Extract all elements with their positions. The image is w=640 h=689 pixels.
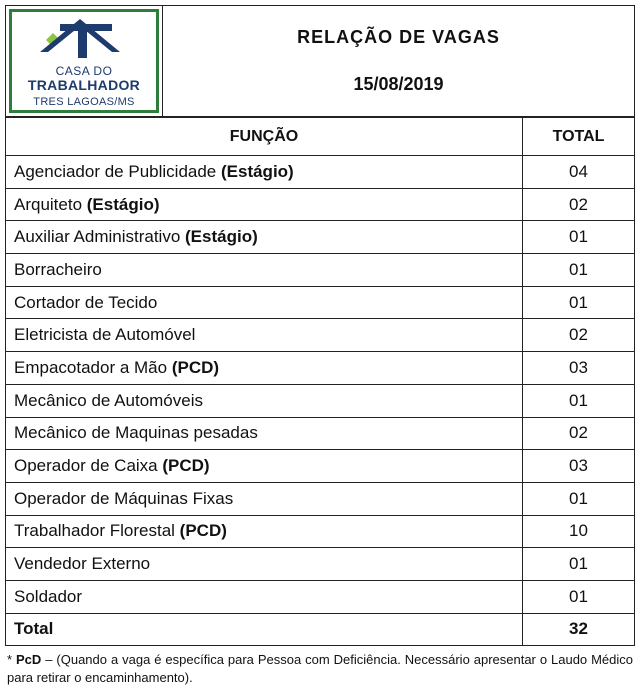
job-title-cell — [6, 254, 523, 287]
job-title: Trabalhador Florestal — [14, 521, 180, 541]
job-title-cell — [6, 352, 523, 385]
job-title-cell — [6, 417, 523, 450]
job-title: Operador de Caixa — [14, 456, 163, 476]
title-cell — [163, 6, 634, 116]
total-value: 32 — [523, 613, 635, 646]
job-total: 01 — [523, 384, 635, 417]
table-row — [6, 319, 635, 352]
job-title-cell — [6, 156, 523, 189]
job-title-cell — [6, 286, 523, 319]
job-total: 01 — [523, 548, 635, 581]
job-total: 01 — [523, 286, 635, 319]
job-total: 10 — [523, 515, 635, 548]
job-total: 01 — [523, 254, 635, 287]
table-row — [6, 515, 635, 548]
table-row — [6, 286, 635, 319]
page-title: RELAÇÃO DE VAGAS — [297, 27, 500, 47]
table-row — [6, 156, 635, 189]
job-title: Auxiliar Administrativo — [14, 227, 186, 247]
job-total: 01 — [523, 580, 635, 613]
table-row — [6, 548, 635, 581]
job-title-cell — [6, 515, 523, 548]
job-title-cell — [6, 482, 523, 515]
vacancy-table — [5, 117, 635, 646]
table-row — [6, 352, 635, 385]
footnote-text: – (Quando a vaga é específica para Pessoa com Deficiência. Necessário apresentar o Laudo Médico para retirar o encaminhamento). — [7, 652, 633, 686]
job-title: Eletricista de Automóvel — [14, 325, 196, 345]
table-row — [6, 450, 635, 483]
column-header-total: TOTAL — [523, 118, 635, 156]
house-roof-icon — [12, 12, 157, 72]
job-title: Mecânico de Maquinas pesadas — [14, 423, 258, 443]
table-row — [6, 254, 635, 287]
column-header-funcao: FUNÇÃO — [6, 118, 523, 156]
job-tag: (Estágio) — [185, 227, 258, 247]
page-date: 15/08/2019 — [353, 74, 444, 94]
job-total: 04 — [523, 156, 635, 189]
job-title: Mecânico de Automóveis — [14, 390, 203, 410]
sheet-header — [5, 5, 635, 117]
table-row — [6, 482, 635, 515]
table-header-row — [6, 118, 635, 156]
job-title: Arquiteto — [14, 194, 87, 214]
logo-cell — [6, 6, 163, 116]
logo-line-1: CASA DO — [55, 64, 113, 78]
job-title: Empacotador a Mão — [14, 357, 172, 377]
job-tag: (PCD) — [179, 521, 227, 541]
job-total: 01 — [523, 221, 635, 254]
footnote-prefix: * — [7, 652, 16, 668]
job-title: Borracheiro — [14, 259, 102, 279]
job-title: Cortador de Tecido — [14, 292, 158, 312]
job-total: 02 — [523, 319, 635, 352]
logo-line-2: TRABALHADOR — [27, 77, 141, 93]
job-title-cell — [6, 319, 523, 352]
job-tag: (PCD) — [162, 456, 210, 476]
footnote-term: PcD — [16, 652, 42, 668]
job-tag: (Estágio) — [86, 194, 160, 214]
job-tag: (Estágio) — [220, 161, 294, 181]
table-total-row — [6, 613, 635, 646]
job-title-cell — [6, 221, 523, 254]
job-total: 03 — [523, 352, 635, 385]
job-total: 02 — [523, 188, 635, 221]
job-title-cell — [6, 384, 523, 417]
table-row — [6, 417, 635, 450]
job-total: 03 — [523, 450, 635, 483]
job-title: Agenciador de Publicidade — [14, 161, 221, 181]
total-label: Total — [6, 613, 523, 646]
job-title: Vendedor Externo — [14, 554, 151, 574]
job-title-cell — [6, 188, 523, 221]
casa-do-trabalhador-logo — [9, 9, 159, 113]
table-row — [6, 221, 635, 254]
logo-line-3: TRES LAGOAS/MS — [33, 96, 135, 108]
table-row — [6, 384, 635, 417]
table-row — [6, 188, 635, 221]
table-body — [6, 156, 635, 614]
table-row — [6, 580, 635, 613]
job-tag: (PCD) — [171, 357, 220, 377]
job-total: 01 — [523, 482, 635, 515]
job-title-cell — [6, 548, 523, 581]
job-title: Soldador — [14, 586, 83, 606]
job-title-cell — [6, 580, 523, 613]
vacancy-sheet — [5, 5, 635, 687]
footnote — [5, 651, 635, 687]
job-total: 02 — [523, 417, 635, 450]
job-title-cell — [6, 450, 523, 483]
job-title: Operador de Máquinas Fixas — [14, 488, 234, 508]
